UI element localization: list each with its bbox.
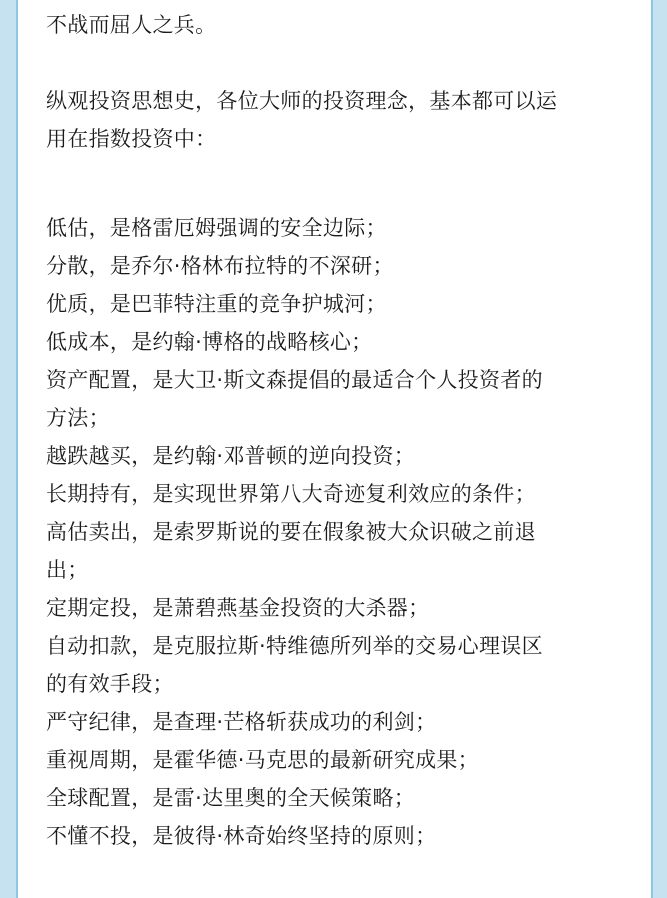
principle-item-continued: 出； (46, 558, 89, 582)
paragraph-gap (46, 44, 636, 82)
principle-item: 长期持有，是实现世界第八大奇迹复利效应的条件； (46, 482, 536, 506)
summary-line: 纵观投资思想史，各位大师的投资理念，基本都可以运 (46, 89, 558, 113)
principle-item-continued: 的有效手段； (46, 672, 174, 696)
principle-item: 严守纪律，是查理·芒格斩获成功的利剑； (46, 710, 437, 734)
principle-item: 越跌越买，是约翰·邓普顿的逆向投资； (46, 444, 416, 468)
intro-tail-line: 不战而屈人之兵。 (46, 13, 217, 37)
principle-item: 低估，是格雷厄姆强调的安全边际； (46, 216, 387, 240)
principle-item: 高估卖出，是索罗斯说的要在假象被大众识破之前退 (46, 520, 536, 544)
principle-item: 不懂不投，是彼得·林奇始终坚持的原则； (46, 824, 437, 848)
page-frame-right (653, 0, 667, 898)
principle-item: 资产配置，是大卫·斯文森提倡的最适合个人投资者的 (46, 368, 543, 392)
article-card (16, 0, 653, 898)
summary-line: 用在指数投资中： (46, 127, 217, 151)
principle-item: 全球配置，是雷·达里奥的全天候策略； (46, 786, 416, 810)
principle-item: 分散，是乔尔·格林布拉特的不深研； (46, 254, 394, 278)
article-body (46, 6, 636, 855)
principle-item: 自动扣款，是克服拉斯·特维德所列举的交易心理误区 (46, 634, 543, 658)
principle-item: 低成本，是约翰·博格的战略核心； (46, 330, 373, 354)
principle-item: 重视周期，是霍华德·马克思的最新研究成果； (46, 748, 479, 772)
principle-item: 优质，是巴菲特注重的竞争护城河； (46, 292, 387, 316)
page-frame-left (0, 0, 16, 898)
paragraph-gap (46, 158, 636, 209)
principle-item: 定期定投，是萧碧燕基金投资的大杀器； (46, 596, 430, 620)
principle-item-continued: 方法； (46, 406, 110, 430)
